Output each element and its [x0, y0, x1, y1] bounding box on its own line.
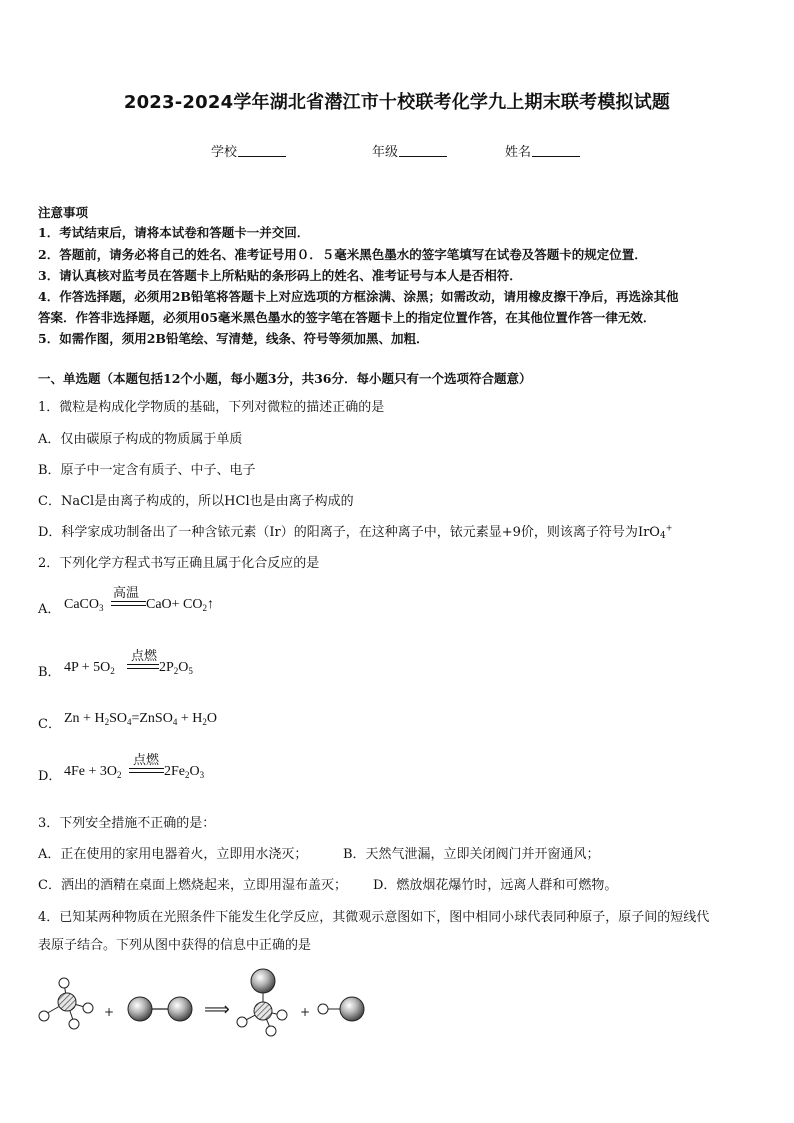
- ion-formula: IrO$_4$+: [637, 523, 673, 541]
- notice-item: 1．考试结束后，请将本试卷和答题卡一并交回．: [38, 225, 310, 240]
- equals-sign: [111, 601, 146, 606]
- plus-sign: +: [104, 1005, 115, 1019]
- name-label: 姓名: [505, 145, 532, 160]
- question-1-option-b[interactable]: B．原子中一定含有质子、中子、电子: [38, 463, 256, 478]
- notice-heading: 注意事项: [38, 205, 89, 220]
- section-heading: 一、单选题（本题包括12个小题，每小题3分，共36分．每小题只有一个选项符合题意）: [38, 371, 532, 386]
- substituted-molecule: [237, 969, 287, 1036]
- school-field[interactable]: [211, 141, 286, 160]
- question-4-stem-continued: 表原子结合。下列从图中获得的信息中正确的是: [38, 938, 312, 953]
- notice-item: 答案．作答非选择题，必须用05毫米黑色墨水的签字笔在答题卡上的指定位置作答，在其他位置作答一律无效．: [38, 310, 656, 325]
- name-field[interactable]: [505, 141, 580, 160]
- question-1-stem: 1．微粒是构成化学物质的基础，下列对微粒的描述正确的是: [38, 400, 385, 415]
- question-3-option-a[interactable]: A．正在使用的家用电器着火，立即用水浇灭；: [38, 847, 308, 862]
- question-3-option-c[interactable]: C．洒出的酒精在桌面上燃烧起来，立即用湿布盖灭；: [38, 878, 347, 893]
- notice-item: 4．作答选择题，必须用2B铅笔将答题卡上对应选项的方框涂满、涂黑；如需改动，请用橡皮擦干净后，再选涂其他: [38, 289, 679, 304]
- question-2-option-d-label[interactable]: D．: [38, 769, 62, 784]
- notice-item: 2．答题前，请务必将自己的姓名、准考证号用０．５毫米黑色墨水的签字笔填写在试卷及答题卡的规定位置．: [38, 247, 647, 262]
- equation-d-right: $2Fe_2O_3$: [164, 764, 205, 780]
- question-2-option-c-label[interactable]: C．: [38, 717, 61, 732]
- equation-a-left: CaCO$_3$: [64, 597, 104, 613]
- equation-d-left: $4Fe + 3O_2$: [64, 764, 122, 780]
- question-1-option-a[interactable]: A．仅由碳原子构成的物质属于单质: [38, 432, 243, 447]
- equation-b-left: $4P + 5O_2$: [64, 660, 115, 676]
- grade-label: 年级: [372, 145, 399, 160]
- exam-title: 2023-2024学年湖北省潜江市十校联考化学九上期末联考模拟试题: [123, 92, 671, 113]
- equation-b-right: $2P_2O_5$: [159, 660, 193, 676]
- notice-item: 3．请认真核对监考员在答题卡上所粘贴的条形码上的姓名、准考证号与本人是否相符．: [38, 268, 522, 283]
- name-blank[interactable]: [532, 144, 580, 157]
- school-label: 学校: [211, 145, 238, 160]
- grade-field[interactable]: [372, 141, 447, 160]
- reaction-arrow: ⟹: [204, 999, 230, 1020]
- question-1-option-c[interactable]: C．NaCl是由离子构成的，所以HCl也是由离子构成的: [38, 494, 354, 509]
- methane-like-molecule: [39, 978, 93, 1029]
- notice-item: 5．如需作图，须用2B铅笔绘、写清楚，线条、符号等须加黑、加粗．: [38, 331, 429, 346]
- reaction-micro-diagram: [30, 960, 380, 1040]
- question-2-option-b-label[interactable]: B．: [38, 665, 61, 680]
- hcl-like-molecule: [318, 997, 364, 1021]
- equation-c: $Zn + H_2SO_4=ZnSO_4 + H_2O$: [64, 711, 217, 727]
- condition-high-temp: 高温: [113, 586, 140, 601]
- question-2-option-a-label[interactable]: A．: [38, 602, 61, 617]
- question-3-option-b[interactable]: B．天然气泄漏，立即关闭阀门并开窗通风；: [343, 847, 600, 862]
- question-4-stem: 4．已知某两种物质在光照条件下能发生化学反应，其微观示意图如下，图中相同小球代表同种原子，原子间的短线代: [38, 910, 710, 925]
- school-blank[interactable]: [238, 144, 286, 157]
- question-3-option-d[interactable]: D．燃放烟花爆竹时，远离人群和可燃物。: [373, 878, 618, 893]
- question-1-option-d[interactable]: [38, 521, 672, 541]
- equals-sign: [127, 664, 159, 669]
- equals-sign: [129, 768, 164, 773]
- diatomic-molecule: [128, 997, 192, 1021]
- condition-ignite: 点燃: [133, 753, 160, 768]
- condition-ignite: 点燃: [131, 649, 158, 664]
- grade-blank[interactable]: [399, 144, 447, 157]
- plus-sign: +: [300, 1005, 311, 1019]
- question-2-stem: 2．下列化学方程式书写正确且属于化合反应的是: [38, 556, 320, 571]
- question-1-option-d-text: D．科学家成功制备出了一种含铱元素（Ir）的阳离子，在这种离子中，铱元素显+9价，则该离子符号为: [38, 525, 638, 540]
- equation-a-right: $CaO+ CO_2↑$: [146, 597, 215, 613]
- question-3-stem: 3．下列安全措施不正确的是：: [38, 816, 216, 831]
